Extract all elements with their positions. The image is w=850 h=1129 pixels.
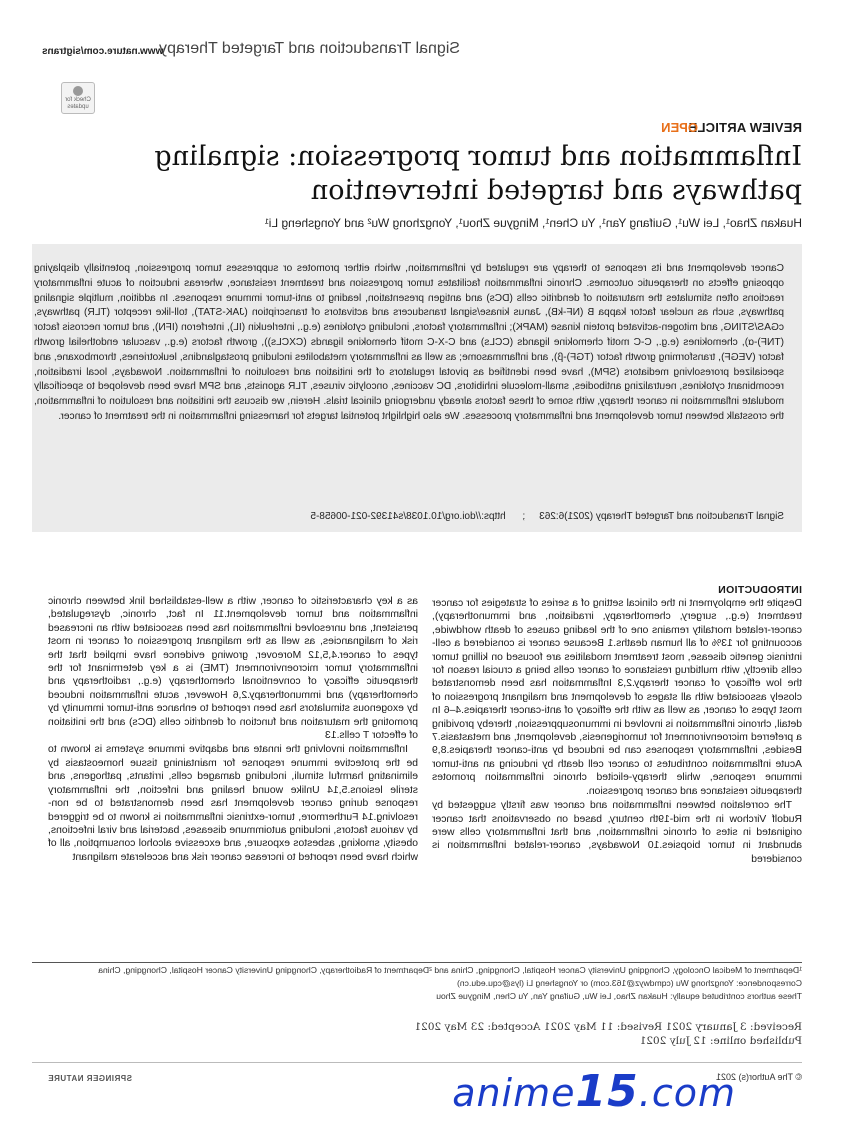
footnotes xyxy=(32,965,802,1004)
affiliation-note: ¹Department of Medical Oncology, Chongqing University Cancer Hospital, Chongqing, China and ²Department of Radiotherapy, Chongqing University Cancer Hospital, Chongqing, China xyxy=(98,965,802,975)
abstract-citation xyxy=(296,511,784,522)
abstract-box xyxy=(32,244,802,532)
article-title: Inflammation and tumor progression: signaling pathways and targeted intervention xyxy=(154,141,802,206)
check-badge-label: Check for updates xyxy=(65,97,91,110)
paragraph: The correlation between inflammation and cancer was firstly suggested by Rudolf Virchow in the mid-19th century, based on observations that cancer originated in sites of chronic inflammation, and that inflammatory cells were abundant in tumor biopsies.10 Nowadays, cancer-related inflammation is considered xyxy=(432,800,802,865)
citation-text: Signal Transduction and Targeted Therapy (2021)6:263 xyxy=(539,511,784,522)
update-icon xyxy=(73,86,83,96)
published-date: Published online: 12 July 2021 xyxy=(639,1035,802,1047)
footer-divider xyxy=(32,1062,802,1063)
journal-header: Signal Transduction and Targeted Therapy xyxy=(159,40,460,57)
publisher-logo: SPRINGER NATURE xyxy=(47,1074,132,1083)
journal-url[interactable]: www.nature.com/sigtrans xyxy=(42,46,164,57)
paragraph: as a key characteristic of cancer, with a well-established link between chronic inflammation and tumor development.11 In fact, chronic, dysregulated, persistent, and unresolved inflammation has been associated with an increased risk of malignancies, as well as the malignant progression of cancer in most types of cancer.4,5,12 Moreover, growing evidence have implied that the inflammatory tumor microenvironment (TME) is a key determinant for the therapeutic efficacy of conventional chemotherapy (e.g., radiotherapy and chemotherapy) and immunotherapy.2,6 However, acute inflammation induced by exogenous stimulators has been reported to enhance anti-tumor immunity by promoting the maturation and function of dendritic cells (DCs) and the initiation of effector T cells.13 xyxy=(48,596,418,742)
left-column xyxy=(432,597,802,867)
paragraph: Inflammation involving the innate and adaptive immune systems is known to be the protective immune response for maintaining tissue homeostasis by eliminating harmful stimuli, including damaged cells, irritants, pathogens, and sterile lesions.5,14 Unlike wound healing and infection, the inflammatory response during cancer development has been demonstrated to be non-resolving.14 Furthermore, tumor-extrinsic inflammation is known to be triggered by various factors, including autoimmune diseases, bacterial and viral infections, obesity, smoking, asbestos exposure, and excessive alcohol consumption, all of which have been reported to increase cancer risk and accelerate malignant xyxy=(48,744,418,863)
article-type: REVIEW ARTICLE xyxy=(688,120,802,135)
section-heading-introduction: INTRODUCTION xyxy=(717,584,802,596)
watermark-part: .com xyxy=(638,1071,736,1115)
watermark-number: 15 xyxy=(575,1066,639,1117)
correspondence-note: Correspondence: Yongzhong Wu (cqmdwyz@163.com) or Yongsheng Li (lys@cqu.edu.cn) xyxy=(456,978,802,988)
equal-contribution-note: These authors contributed equally: Huakan Zhao, Lei Wu, Guifang Yan, Yu Chen, Mingyue Zhou xyxy=(436,991,802,1001)
abstract-text: Cancer development and its response to therapy are regulated by inflammation, which either promotes or suppresses tumor progression, potentially displaying opposing effects on therapeutic outcomes. Chronic inflammation facilitates tumor progression and treatment resistance, whereas induction of acute inflammatory reactions often stimulates the maturation of dendritic cells (DCs) and antigen presentation, leading to anti-tumor immune responses. In addition, multiple signaling pathways, such as nuclear factor kappa B (NF-kB), Janus kinase/signal transducers and activators of transcription (JAK-STAT), toll-like receptor (TLR) pathways, cGAS/STING, and mitogen-activated protein kinase (MAPK); inflammatory factors, including cytokines (e.g., interleukin (IL), interferon (IFN), and tumor necrosis factor (TNF)-α), chemokines (e.g., C-C motif chemokine ligands (CCLs) and C-X-C motif chemokine ligands (CXCLs)), growth factors (e.g., vascular endothelial growth factor (VEGF), transforming growth factor (TGF)-β), and inflammasome; as well as inflammatory metabolites including prostaglandins, leukotrienes, thromboxane, and specialized proresolving mediators (SPM), have been identified as pivotal regulators of the initiation and resolution of inflammation. Nowadays, local irradiation, recombinant cytokines, neutralizing antibodies, small-molecule inhibitors, DC vaccines, oncolytic viruses, TLR agonists, and SPM have been developed to specifically modulate inflammation in cancer therapy, with some of these factors already undergoing clinical trials. Herein, we discuss the initiation and resolution of inflammation, the crosstalk between tumor development and inflammatory processes. We also highlight potential targets for harnessing inflammation in the treatment of cancer. xyxy=(34,263,784,422)
publication-dates xyxy=(102,1020,802,1048)
watermark xyxy=(452,1066,736,1117)
doi-link[interactable]: https://doi.org/10.1038/s41392-021-00658-5 xyxy=(310,511,506,522)
watermark-part: anime xyxy=(452,1071,576,1115)
citation-separator: ; xyxy=(522,511,526,522)
right-column xyxy=(48,595,418,865)
check-for-updates-badge[interactable] xyxy=(61,82,95,114)
open-access-badge: OPEN xyxy=(661,120,698,135)
footnote-divider xyxy=(32,962,802,963)
copyright: © The Author(s) 2021 xyxy=(715,1072,802,1082)
received-dates: Received: 3 January 2021 Revised: 11 May 2021 Accepted: 23 May 2021 xyxy=(414,1021,802,1033)
paragraph: Despite the employment in the clinical setting of a series of strategies for cancer treatment (e.g., surgery, chemotherapy, irradiation, and immunotherapy), cancer-related mortality remains one of the leading causes of death worldwide, accounting for 13% of all human deaths.1 Because cancer is considered a cell-intrinsic genetic disease, most treatment modalities are focused on killing tumor cells directly, with multidrug resistance of cancer cells being a crucial reason for the low efficacy of cancer therapy.2,3 Inflammation has been demonstrated closely associated with all stages of development and malignant progression of most types of cancer, as well as with the efficacy of anti-cancer therapies.4–6 In detail, chronic inflammation is involved in immunosuppression, thereby providing a preferred microenvironment for tumorigenesis, development, and metastasis.7 Besides, inflammatory responses can be induced by anti-cancer therapies.8,9 Acute inflammation contributes to cancer cell death by inducing an anti-tumor immune response, while therapy-elicited chronic inflammation promotes therapeutic resistance and cancer progression. xyxy=(432,598,802,797)
author-list: Huakan Zhao¹, Lei Wu¹, Guifang Yan¹, Yu Chen¹, Mingyue Zhou¹, Yongzhong Wu² and Yongsheng Li¹ xyxy=(264,216,802,230)
